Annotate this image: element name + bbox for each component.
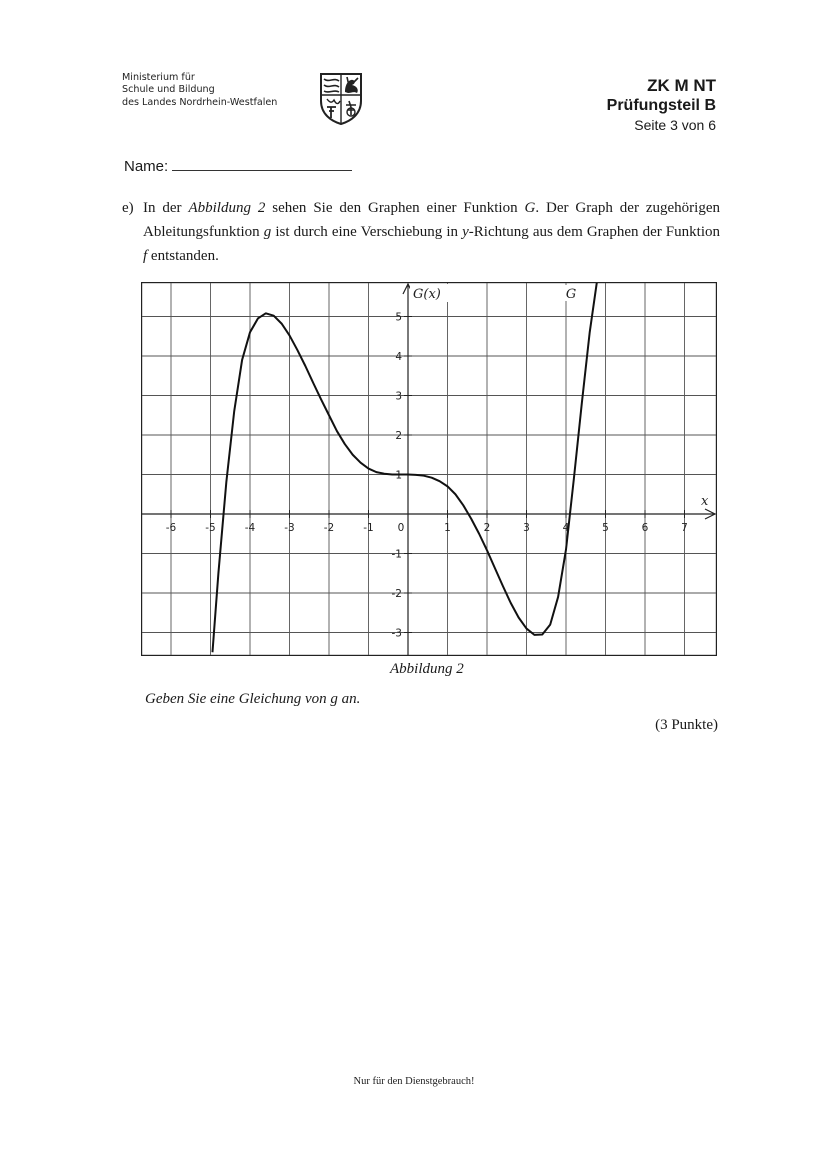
- task-e: [122, 196, 720, 268]
- name-field: [124, 158, 352, 175]
- task-text-segment: sehen Sie den Graphen einer Funktion: [265, 200, 525, 216]
- task-text-segment: g: [263, 224, 272, 240]
- y-tick-label: -1: [391, 548, 402, 561]
- task-text-segment: G: [524, 200, 536, 216]
- x-tick-label: -3: [284, 522, 295, 534]
- x-tick-label: -2: [323, 522, 335, 534]
- y-tick-label: -2: [391, 588, 402, 600]
- exam-code: ZK M NT: [647, 76, 716, 95]
- nrw-crest-icon: [318, 71, 364, 125]
- points-label: (3 Punkte): [655, 717, 718, 733]
- x-tick-label: 3: [523, 522, 530, 534]
- name-label: Name:: [124, 158, 169, 175]
- y-axis-label: G(x): [413, 287, 441, 302]
- y-tick-label: -3: [391, 627, 402, 640]
- ministry-line-2: Schule und Bildung: [122, 84, 215, 96]
- page-number: Seite 3 von 6: [634, 117, 716, 133]
- task-text: [143, 196, 720, 268]
- exam-header: [607, 76, 716, 134]
- task-text-segment: entstanden.: [147, 248, 219, 264]
- ministry-name: [122, 72, 277, 109]
- name-line: [172, 158, 352, 171]
- y-tick-label: 2: [395, 430, 402, 442]
- x-tick-label: 5: [602, 522, 609, 534]
- x-tick-label: 2: [483, 522, 491, 534]
- task-text-segment: -Richtung aus dem Graphen der Funktion: [468, 224, 720, 240]
- task-text-segment: y: [462, 224, 469, 240]
- task-text-segment: Abbildung 2: [188, 200, 266, 216]
- x-tick-label: 1: [444, 522, 451, 534]
- task-text-segment: . Der Graph der zugehörigen Ableitungsfunktion: [143, 200, 720, 240]
- x-tick-label: -5: [205, 522, 216, 534]
- exam-part: Prüfungsteil B: [606, 97, 716, 114]
- y-tick-label: 4: [395, 351, 402, 363]
- x-tick-label: 4: [562, 522, 570, 534]
- x-tick-label: -1: [363, 522, 374, 534]
- task-text-segment: f: [143, 248, 148, 264]
- x-tick-label: -6: [165, 522, 177, 534]
- figure-caption: Abbildung 2: [390, 661, 464, 677]
- x-tick-label: 6: [641, 522, 649, 534]
- x-tick-label: 0: [397, 522, 405, 534]
- task-text-segment: ist durch eine Verschiebung in: [271, 224, 463, 240]
- y-tick-label: 3: [395, 390, 402, 403]
- footer-note: Nur für den Dienstgebrauch!: [353, 1076, 475, 1087]
- x-tick-label: -4: [244, 522, 256, 534]
- question-text: Geben Sie eine Gleichung von g an.: [145, 691, 361, 707]
- task-text-segment: In der: [143, 200, 189, 216]
- curve-label-G: G: [565, 287, 577, 302]
- x-tick-label: 7: [681, 522, 688, 534]
- ministry-line-3: des Landes Nordrhein-Westfalen: [122, 96, 278, 108]
- task-label: e): [122, 200, 134, 216]
- figure-graph: [141, 282, 717, 656]
- ministry-line-1: Ministerium für: [122, 72, 195, 83]
- y-tick-label: 1: [395, 469, 402, 482]
- x-axis-label: x: [701, 494, 709, 509]
- y-tick-label: 5: [395, 311, 402, 324]
